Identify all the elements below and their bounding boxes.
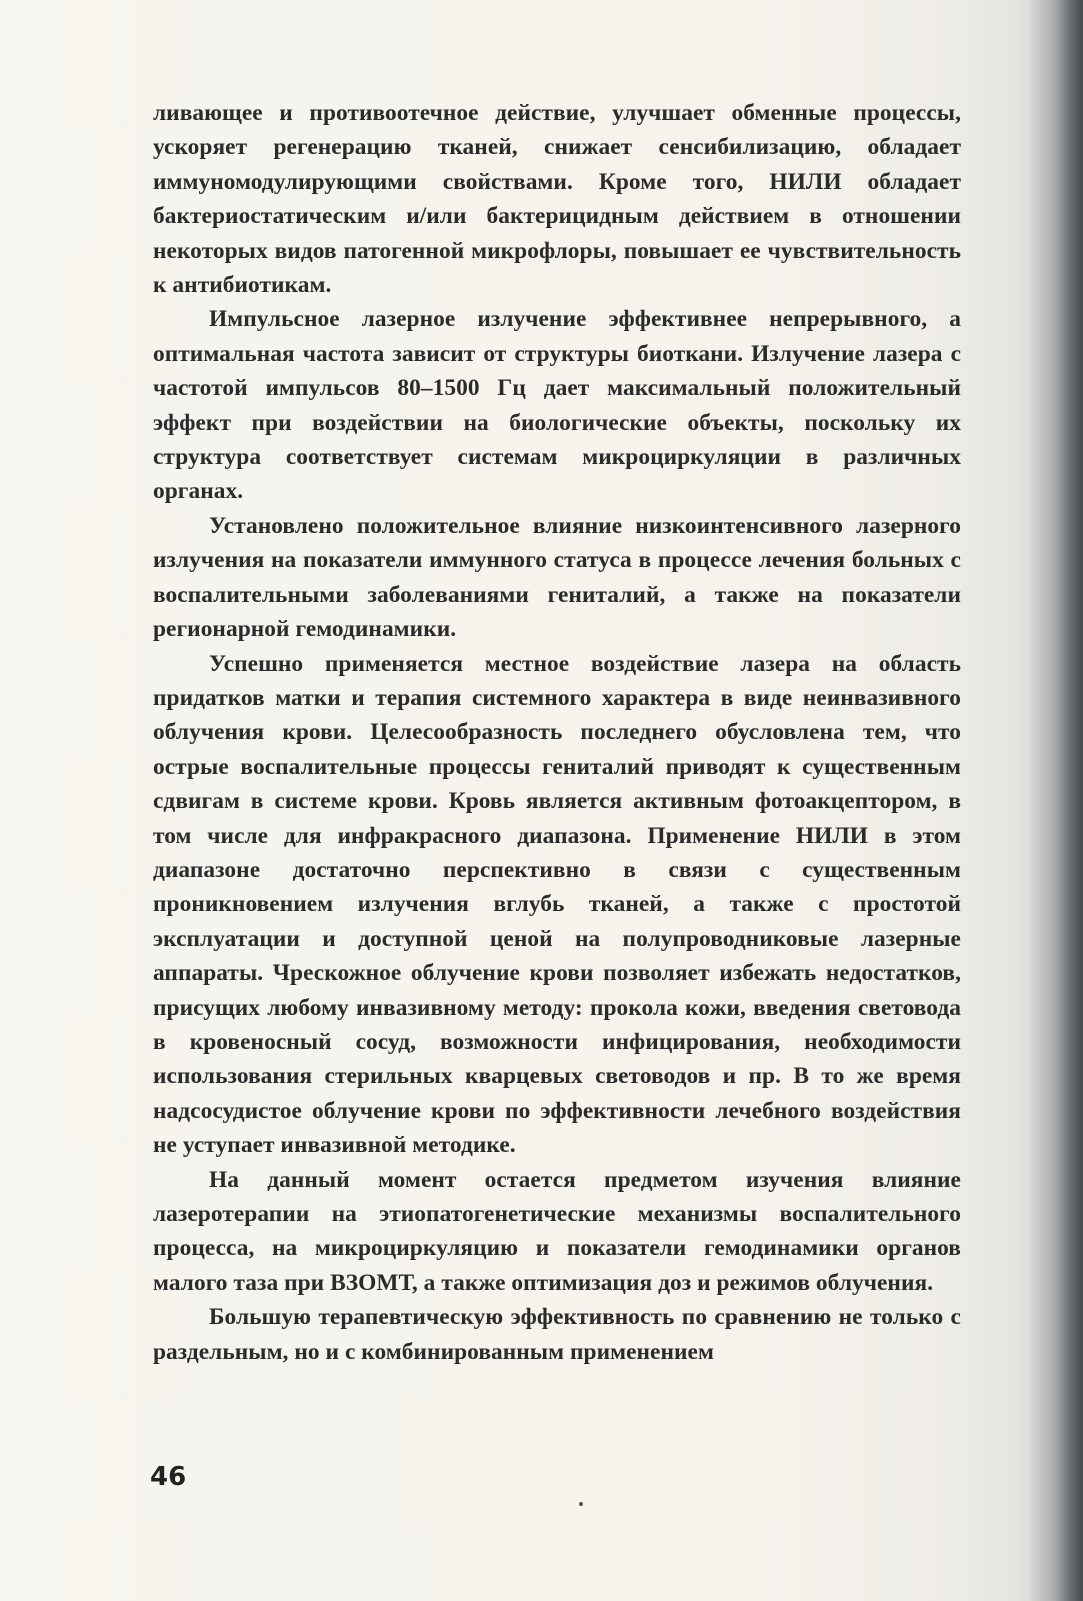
- paragraph-6: Большую терапевтическую эффективность по сравнению не только с раздельным, но и с комбинированным применением: [153, 1304, 961, 1365]
- page-edge-shadow: [1028, 0, 1083, 1601]
- paragraph-3: Установлено положительное влияние низкоинтенсивного лазерного излучения на показатели иммунного статуса в процессе лечения больных с воспалительными заболеваниями гениталий, а также на показатели регионарной гемодинамики.: [153, 512, 961, 643]
- page-number: 46: [150, 1462, 187, 1492]
- print-speck: [579, 1502, 583, 1506]
- body-text: [153, 96, 961, 1369]
- paragraph-2: Импульсное лазерное излучение эффективнее непрерывного, а оптимальная частота зависит от структуры биоткани. Излучение лазера с частотой импульсов 80–1500 Гц дает максимальный положительный эффект при воздействии на биологические объекты, поскольку их структура соответствует системам микроциркуляции в различных органах.: [153, 306, 961, 505]
- paragraph-1: ливающее и противоотечное действие, улучшает обменные процессы, ускоряет регенерацию тканей, снижает сенсибилизацию, обладает иммуномодулирующими свойствами. Кроме того, НИЛИ обладает бактериостатическим и/или бактерицидным действием в отношении некоторых видов патогенной микрофлоры, повышает ее чувствительность к антибиотикам.: [153, 100, 961, 299]
- paragraph-4: Успешно применяется местное воздействие лазера на область придатков матки и терапия системного характера в виде неинвазивного облучения крови. Целесообразность последнего обусловлена тем, что острые воспалительные процессы гениталий приводят к существенным сдвигам в системе крови. Кровь является активным фотоакцептором, в том числе для инфракрасного диапазона. Применение НИЛИ в этом диапазоне достаточно перспективно в связи с существенным проникновением излучения вглубь тканей, а также с простотой эксплуатации и доступной ценой на полупроводниковые лазерные аппараты. Чрескожное облучение крови позволяет избежать недостатков, присущих любому инвазивному методу: прокола кожи, введения световода в кровеносный сосуд, возможности инфицирования, необходимости использования стерильных кварцевых световодов и пр. В то же время надсосудистое облучение крови по эффективности лечебного воздействия не уступает инвазивной методике.: [153, 650, 961, 1159]
- paragraph-5: На данный момент остается предметом изучения влияние лазеротерапии на этиопатогенетические механизмы воспалительного процесса, на микроциркуляцию и показатели гемодинамики органов малого таза при ВЗОМТ, а также оптимизация доз и режимов облучения.: [153, 1166, 961, 1296]
